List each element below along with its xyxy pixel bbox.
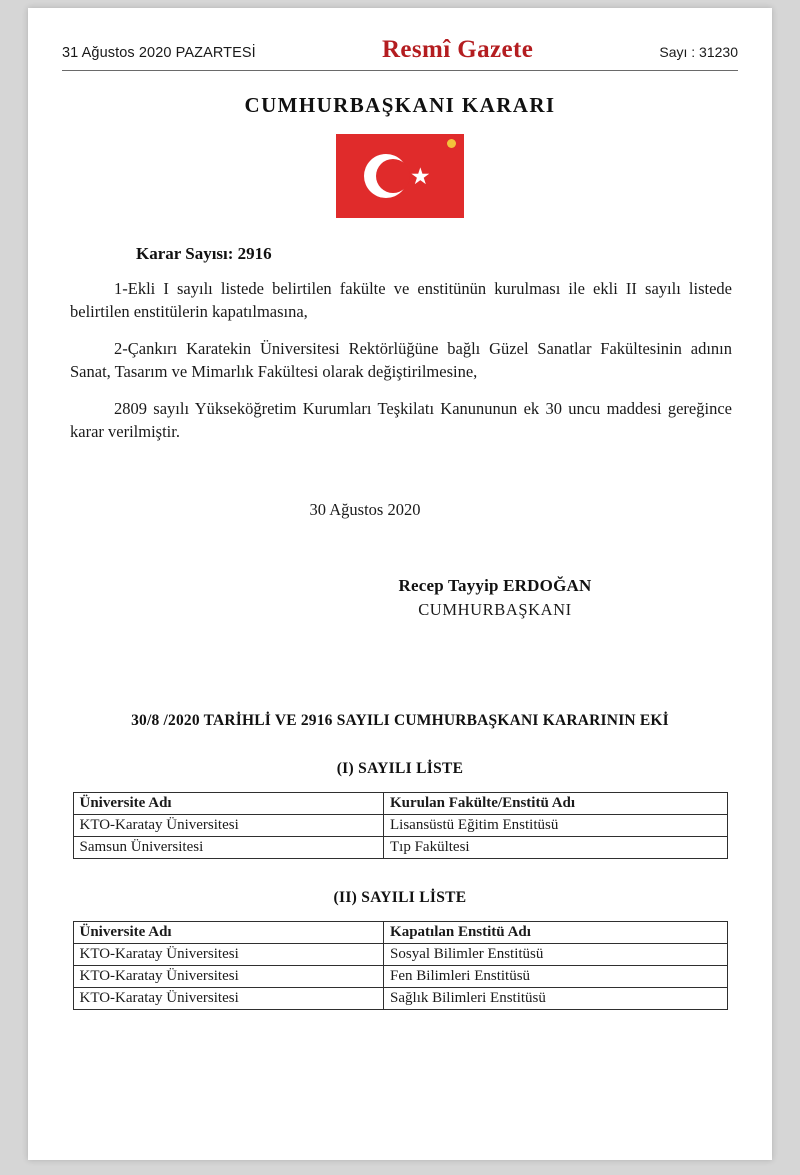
document-heading: CUMHURBAŞKANI KARARI [244, 93, 556, 117]
table-row [73, 814, 727, 836]
table-cell: Sağlık Bilimleri Enstitüsü [384, 987, 727, 1009]
list-2-table [73, 921, 728, 1010]
sun-dot-icon [447, 139, 456, 148]
masthead [62, 8, 738, 64]
gazette-date: 31 Ağustos 2020 PAZARTESİ [62, 45, 256, 61]
table-header-row [73, 792, 727, 814]
table-cell: KTO-Karatay Üniversitesi [73, 987, 384, 1009]
table-cell: KTO-Karatay Üniversitesi [73, 814, 384, 836]
table-cell: Sosyal Bilimler Enstitüsü [384, 943, 727, 965]
list-1-title: (I) SAYILI LİSTE [336, 759, 464, 777]
column-header: Üniversite Adı [73, 792, 384, 814]
table-cell: KTO-Karatay Üniversitesi [73, 965, 384, 987]
turkish-flag-icon [336, 134, 464, 218]
table-cell: KTO-Karatay Üniversitesi [73, 943, 384, 965]
column-header: Kapatılan Enstitü Adı [384, 921, 727, 943]
table-row [73, 965, 727, 987]
signatory-name: Recep Tayyip ERDOĞAN [398, 575, 592, 595]
decision-number: Karar Sayısı: 2916 [136, 244, 272, 263]
bottom-spacer [62, 1010, 738, 1050]
table-header-row [73, 921, 727, 943]
table-row [73, 836, 727, 858]
list-2-title: (II) SAYILI LİSTE [333, 888, 467, 906]
column-header: Üniversite Adı [73, 921, 384, 943]
paragraph-2: 2-Çankırı Karatekin Üniversitesi Rektörlüğüne bağlı Güzel Sanatlar Fakültesinin adının Sanat, Tasarım ve Mimarlık Fakültesi olarak değiştirilmesine, [70, 338, 732, 382]
flag-container [62, 134, 738, 218]
paragraph-3: 2809 sayılı Yükseköğretim Kurumları Teşkilatı Kanununun ek 30 uncu maddesi gereğince karar verilmiştir. [70, 398, 732, 442]
crescent-inner-shape [376, 159, 410, 193]
table-cell: Lisansüstü Eğitim Enstitüsü [384, 814, 728, 836]
table-cell: Fen Bilimleri Enstitüsü [384, 965, 727, 987]
document-page [28, 8, 772, 1160]
table-cell: Samsun Üniversitesi [73, 836, 384, 858]
column-header: Kurulan Fakülte/Enstitü Adı [384, 792, 728, 814]
gazette-issue-number: Sayı : 31230 [659, 44, 738, 60]
annex-title: 30/8 /2020 TARİHLİ VE 2916 SAYILI CUMHURBAŞKANI KARARININ EKİ [131, 711, 669, 729]
gazette-title: Resmî Gazete [381, 36, 534, 63]
masthead-divider [62, 70, 738, 71]
table-row [73, 943, 727, 965]
table-row [73, 987, 727, 1009]
table-cell: Tıp Fakültesi [384, 836, 728, 858]
paragraph-1: 1-Ekli I sayılı listede belirtilen fakülte ve enstitünün kurulması ile ekli II sayılı listede belirtilen enstitülerin kapatılmasına, [70, 279, 732, 322]
signature-block [62, 576, 738, 620]
list-1-table [73, 792, 728, 859]
decision-date: 30 Ağustos 2020 [309, 499, 421, 519]
signatory-role: CUMHURBAŞKANI [418, 599, 572, 619]
